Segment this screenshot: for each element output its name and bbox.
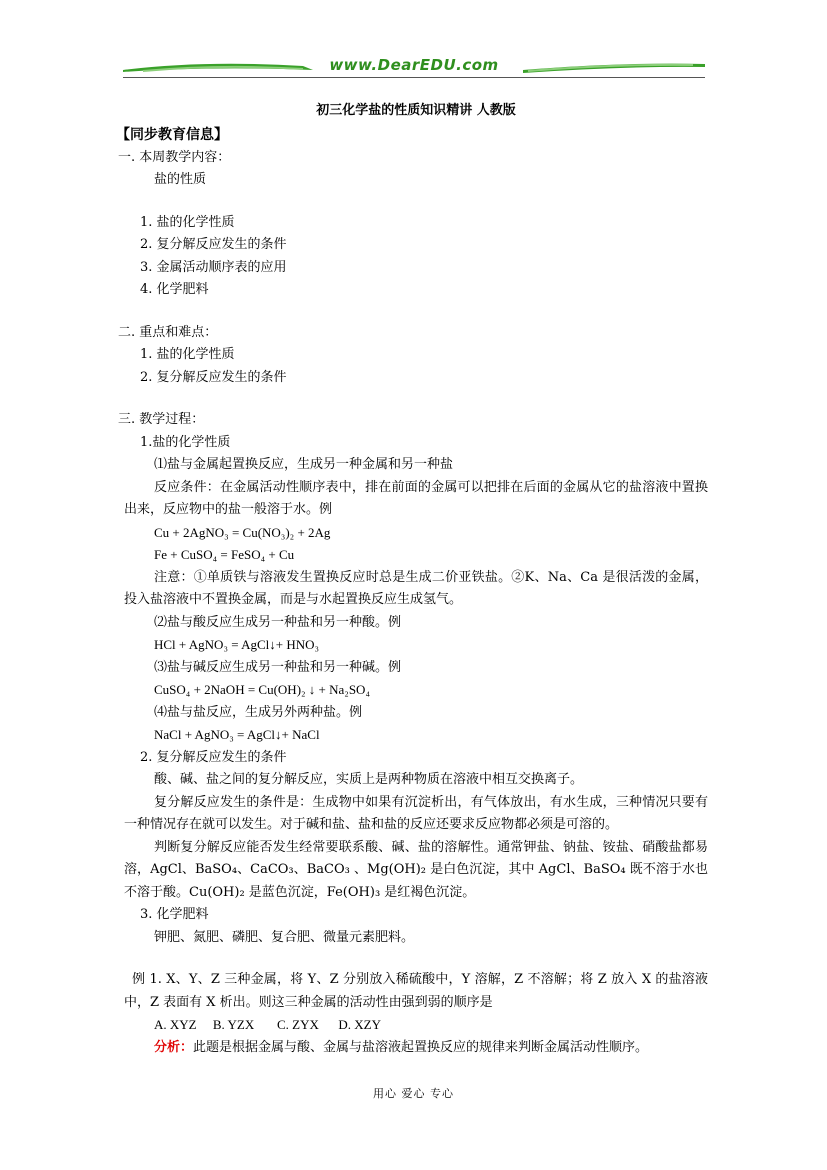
document-body	[116, 98, 708, 1059]
paragraph: 反应条件：在金属活动性顺序表中，排在前面的金属可以把排在后面的金属从它的盐溶液中置换出来，反应物中的盐一般溶于水。例	[124, 479, 708, 517]
equation: Cu + 2AgNO₃ = Cu(NO₃)₂ + 2Ag	[154, 524, 331, 540]
equation: Fe + CuSO₄ = FeSO₄ + Cu	[154, 547, 295, 562]
part1-item: 1. 盐的化学性质	[140, 214, 235, 230]
part1-topic: 盐的性质	[154, 172, 207, 187]
section-heading: 1.盐的化学性质	[140, 434, 231, 450]
paragraph: 判断复分解反应能否发生经常要联系酸、碱、盐的溶解性。通常钾盐、钠盐、铵盐、硝酸盐都易溶，AgCl、BaSO₄、CaCO₃、BaCO₃ 、Mg(OH)₂ 是白色沉淀，其中 AgCl、BaSO₄ 既不溶于水也不溶于酸。Cu(OH)₂ 是蓝色沉淀，Fe(OH)₃ 是红褐色沉淀。	[124, 839, 708, 900]
part2-heading: 二. 重点和难点：	[118, 324, 218, 340]
page-footer: 用心 爱心 专心	[373, 1087, 454, 1100]
part3-heading: 三. 教学过程：	[118, 412, 205, 427]
analysis-text: 此题是根据金属与酸、金属与盐溶液起置换反应的规律来判断金属活动性顺序。	[193, 1039, 649, 1055]
equation: NaCl + AgNO₃ = AgCl↓+ NaCl	[154, 727, 320, 742]
example-question: 例 1. X、Y、Z 三种金属，将 Y、Z 分别放入稀硫酸中，Y 溶解，Z 不溶解；将 Z 放入 X 的盐溶液中，Z 表面有 X 析出。则这三种金属的活动性由强到弱的顺序是	[124, 972, 708, 1010]
header-divider	[123, 77, 705, 78]
note-paragraph: 注意：①单质铁与溶液发生置换反应时总是生成二价亚铁盐。②K、Na、Ca 是很活泼的金属，投入盐溶液中不置换金属，而是与水起置换反应生成氢气。	[124, 569, 708, 607]
option-d: D. XZY	[338, 1017, 382, 1032]
analysis-label: 分析：	[154, 1039, 194, 1055]
paragraph: ⑵盐与酸反应生成另一种盐和另一种酸。例	[154, 614, 402, 630]
section-tag: 【同步教育信息】	[116, 127, 228, 143]
option-a: A. XYZ	[154, 1017, 197, 1032]
example-options	[124, 1014, 708, 1037]
part1-heading: 一. 本周教学内容：	[118, 149, 231, 165]
part1-item: 3. 金属活动顺序表的应用	[140, 259, 287, 275]
site-header	[123, 52, 705, 86]
paragraph: 钾肥、氮肥、磷肥、复合肥、微量元素肥料。	[154, 929, 415, 945]
equation: CuSO₄ + 2NaOH = Cu(OH)₂ ↓ + Na₂SO₄	[154, 682, 370, 697]
option-c: C. ZYX	[277, 1017, 319, 1032]
paragraph: ⑷盐与盐反应，生成另外两种盐。例	[154, 704, 363, 720]
equation: HCl + AgNO₃ = AgCl↓+ HNO₃	[154, 637, 320, 652]
part2-item: 1. 盐的化学性质	[140, 347, 235, 362]
site-name: www.DearEDU.com	[329, 56, 499, 74]
paragraph: ⑶盐与碱反应生成另一种盐和另一种碱。例	[154, 659, 402, 675]
section-heading: 3. 化学肥料	[140, 907, 209, 922]
option-b: B. YZX	[212, 1017, 255, 1032]
page-title: 初三化学盐的性质知识精讲 人教版	[316, 103, 516, 118]
paragraph: 酸、碱、盐之间的复分解反应，实质上是两种物质在溶液中相互交换离子。	[154, 772, 584, 787]
section-heading: 2. 复分解反应发生的条件	[140, 749, 287, 765]
paragraph: 复分解反应发生的条件是：生成物中如果有沉淀析出，有气体放出，有水生成，三种情况只要有一种情况存在就可以发生。对于碱和盐、盐和盐的反应还要求反应物都必须是可溶的。	[124, 794, 708, 832]
paragraph: ⑴盐与金属起置换反应，生成另一种金属和另一种盐	[154, 457, 454, 472]
part1-item: 4. 化学肥料	[140, 282, 209, 297]
analysis	[124, 1037, 708, 1060]
part2-item: 2. 复分解反应发生的条件	[140, 369, 287, 385]
part1-item: 2. 复分解反应发生的条件	[140, 237, 287, 252]
